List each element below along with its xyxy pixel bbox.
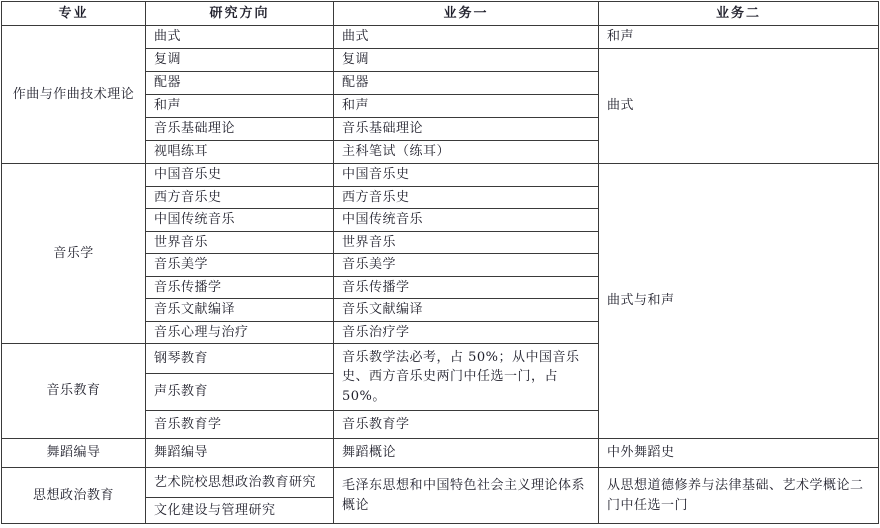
cell-major-composition: 作曲与作曲技术理论 <box>2 26 146 164</box>
cell-direction: 艺术院校思想政治教育研究 <box>146 468 334 498</box>
cell-major-political-education: 思想政治教育 <box>2 468 146 524</box>
cell-direction: 视唱练耳 <box>146 141 334 164</box>
cell-major-music-education: 音乐教育 <box>2 344 146 439</box>
cell-direction: 钢琴教育 <box>146 344 334 374</box>
cell-direction: 音乐基础理论 <box>146 118 334 141</box>
cell-direction: 音乐传播学 <box>146 276 334 299</box>
table-row <box>2 26 879 49</box>
cell-subject1: 中国音乐史 <box>334 164 599 187</box>
cell-subject2: 和声 <box>599 26 879 49</box>
cell-subject1-merged-political: 毛泽东思想和中国特色社会主义理论体系概论 <box>334 468 599 524</box>
cell-direction: 舞蹈编导 <box>146 439 334 468</box>
cell-subject1: 配器 <box>334 72 599 95</box>
cell-subject2-merged-composition: 曲式 <box>599 49 879 164</box>
table-row <box>2 164 879 187</box>
cell-subject1: 世界音乐 <box>334 231 599 254</box>
cell-subject2: 中外舞蹈史 <box>599 439 879 468</box>
cell-subject2-merged-political: 从思想道德修养与法律基础、艺术学概论二门中任选一门 <box>599 468 879 524</box>
table-row <box>2 468 879 498</box>
header-direction: 研究方向 <box>146 2 334 26</box>
cell-subject1: 音乐文献编译 <box>334 299 599 322</box>
cell-direction: 中国音乐史 <box>146 164 334 187</box>
header-row <box>2 2 879 26</box>
curriculum-table <box>1 1 879 524</box>
cell-subject1: 音乐美学 <box>334 254 599 277</box>
header-subject1: 业务一 <box>334 2 599 26</box>
cell-direction: 和声 <box>146 95 334 118</box>
cell-subject1: 曲式 <box>334 26 599 49</box>
cell-direction: 配器 <box>146 72 334 95</box>
cell-subject1: 音乐传播学 <box>334 276 599 299</box>
cell-subject1: 复调 <box>334 49 599 72</box>
table-row <box>2 439 879 468</box>
cell-major-dance: 舞蹈编导 <box>2 439 146 468</box>
cell-subject1: 音乐基础理论 <box>334 118 599 141</box>
cell-major-musicology: 音乐学 <box>2 164 146 344</box>
cell-subject1: 舞蹈概论 <box>334 439 599 468</box>
cell-subject1: 西方音乐史 <box>334 186 599 209</box>
cell-direction: 世界音乐 <box>146 231 334 254</box>
cell-direction: 文化建设与管理研究 <box>146 498 334 524</box>
cell-direction: 音乐心理与治疗 <box>146 321 334 344</box>
cell-subject1-merged-music-education: 音乐教学法必考，占 50%；从中国音乐史、西方音乐史两门中任选一门，占 50%。 <box>334 344 599 411</box>
cell-direction: 曲式 <box>146 26 334 49</box>
cell-direction: 复调 <box>146 49 334 72</box>
cell-subject2-merged-musicology: 曲式与和声 <box>599 164 879 439</box>
header-subject2: 业务二 <box>599 2 879 26</box>
header-major: 专业 <box>2 2 146 26</box>
cell-subject1: 主科笔试（练耳） <box>334 141 599 164</box>
cell-direction: 音乐文献编译 <box>146 299 334 322</box>
cell-subject1: 音乐教育学 <box>334 411 599 439</box>
cell-direction: 音乐美学 <box>146 254 334 277</box>
cell-subject1: 中国传统音乐 <box>334 209 599 232</box>
cell-subject1: 音乐治疗学 <box>334 321 599 344</box>
cell-direction: 音乐教育学 <box>146 411 334 439</box>
cell-subject1: 和声 <box>334 95 599 118</box>
cell-direction: 西方音乐史 <box>146 186 334 209</box>
cell-direction: 声乐教育 <box>146 374 334 411</box>
cell-direction: 中国传统音乐 <box>146 209 334 232</box>
